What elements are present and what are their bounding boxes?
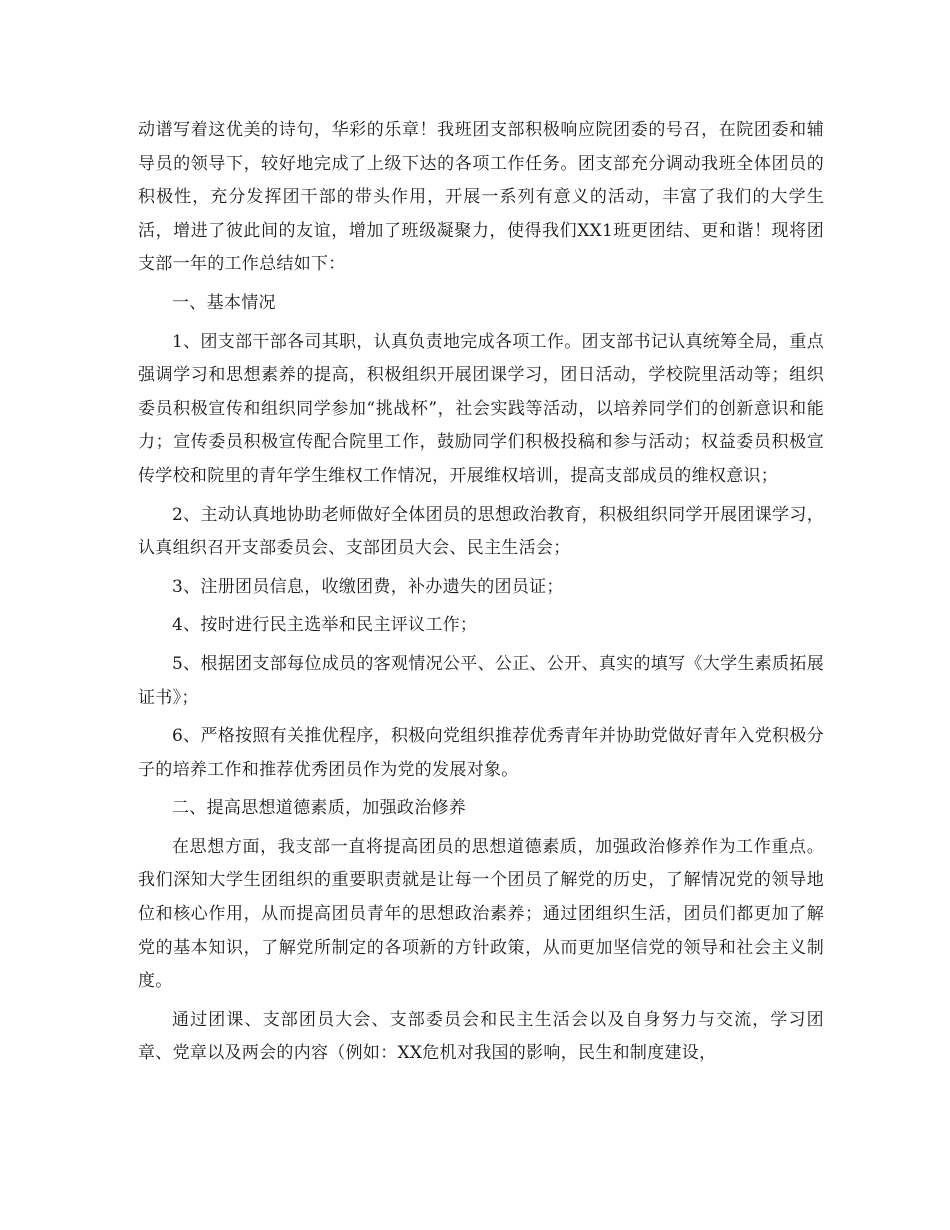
paragraph-ideology: 在思想方面，我支部一直将提高团员的思想道德素质，加强政治修养作为工作重点。我们深知大学生团组织的重要职责就是让每一个团员了解党的历史，了解情况党的领导地位和核心作用，从而提高团员青年的思想政治素养；通过团组织生活，团员们都更加了解党的基本知识，了解党所制定的各项新的方针政策，从而更加坚信党的领导和社会主义制度。	[138, 836, 824, 992]
paragraph-item-2: 2、主动认真地协助老师做好全体团员的思想政治教育，积极组织同学开展团课学习，认真组织召开支部委员会、支部团员大会、民主生活会；	[138, 504, 824, 559]
paragraph-study: 通过团课、支部团员大会、支部委员会和民主生活会以及自身努力与交流，学习团章、党章以及两会的内容（例如：XX危机对我国的影响，民生和制度建设，	[138, 1009, 824, 1064]
paragraph-item-5: 5、根据团支部每位成员的客观情况公平、公正、公开、真实的填写《大学生素质拓展证书》；	[138, 653, 824, 708]
paragraph-item-4: 4、按时进行民主选举和民主评议工作；	[172, 615, 478, 636]
paragraph-item-6: 6、严格按照有关推优程序，积极向党组织推荐优秀青年并协助党做好青年入党积极分子的培养工作和推荐优秀团员作为党的发展对象。	[138, 726, 824, 780]
section-heading-basic-situation: 一、基本情况	[172, 292, 276, 313]
paragraph-item-1: 1、团支部干部各司其职，认真负责地完成各项工作。团支部书记认真统筹全局，重点强调学习和思想素养的提高，积极组织开展团课学习，团日活动，学校院里活动等；组织委员积极宣传和组织同学参加“挑战杯”，社会实践等活动，以培养同学们的创新意识和能力；宣传委员积极宣传配合院里工作，鼓励同学们积极投稿和参与活动；权益委员积极宣传学校和院里的青年学生维权工作情况，开展维权培训，提高支部成员的维权意识；	[138, 331, 824, 486]
paragraph-item-3: 3、注册团员信息，收缴团费，补办遗失的团员证；	[172, 576, 564, 597]
document-body	[138, 114, 824, 1076]
section-heading-ideology: 二、提高思想道德素质，加强政治修养	[172, 798, 467, 819]
paragraph-intro: 动谱写着这优美的诗句，华彩的乐章！我班团支部积极响应院团委的号召，在院团委和辅导员的领导下，较好地完成了上级下达的各项工作任务。团支部充分调动我班全体团员的积极性，充分发挥团干部的带头作用，开展一系列有意义的活动，丰富了我们的大学生活，增进了彼此间的友谊，增加了班级凝聚力，使得我们XX1班更团结、更和谐！现将团支部一年的工作总结如下：	[138, 120, 824, 275]
